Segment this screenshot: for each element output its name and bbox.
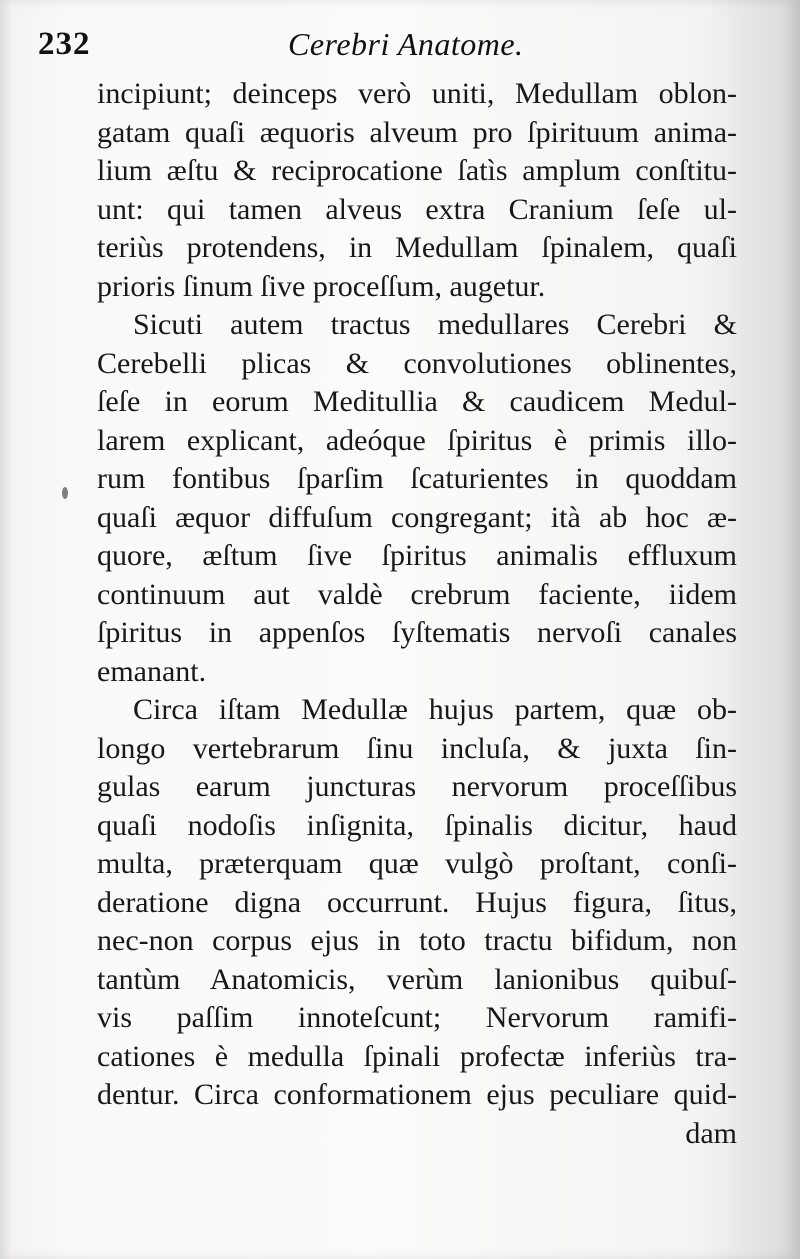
text-line: teriùs protendens, in Medullam ſpinalem, quaſi [97,231,737,264]
text-line: prioris ſinum ſive proceſſum, augetur. [97,269,546,303]
ink-smudge [62,487,68,499]
text-line: gatam quaſi æquoris alveum pro ſpirituum anima- [97,115,737,149]
text-line: emanant. [97,654,207,688]
text-line: dentur. Circa conformationem ejus peculiare quid- [97,1078,737,1111]
paragraph-3 [97,691,737,1115]
text-line: quore, æſtum ſive ſpiritus animalis effluxum [97,539,737,572]
text-line: gulas earum juncturas nervorum proceſſibus [97,770,737,803]
catchword: dam [685,1116,737,1150]
text-line: Circa iſtam Medullæ hujus partem, quæ ob- [133,693,737,726]
page-number: 232 [38,26,91,62]
text-line: ſeſe in eorum Meditullia & caudicem Medul- [97,385,737,418]
text-line: longo vertebrarum ſinu incluſa, & juxta ſin- [97,731,737,765]
paragraph-1 [97,75,737,306]
text-line: lium æſtu & reciprocatione ſatìs amplum conſtitu- [97,154,737,187]
text-line: cationes è medulla ſpinali profectæ inferiùs tra- [97,1039,737,1073]
text-line: nec-non corpus ejus in toto tractu bifidum, non [97,924,737,957]
text-line: continuum aut valdè crebrum faciente, iidem [97,577,737,611]
text-line: unt: qui tamen alveus extra Cranium ſeſe ul- [97,192,737,226]
text-line: multa, præterquam quæ vulgò proſtant, conſi- [97,847,737,880]
body-text [97,75,737,1195]
text-line: ſpiritus in appenſos ſyſtematis nervoſi canales [97,616,737,649]
text-line: rum fontibus ſparſim ſcaturientes in quoddam [97,462,737,495]
text-line: tantùm Anatomicis, verùm lanionibus quibuſ- [97,962,737,996]
text-line: incipiunt; deinceps verò uniti, Medullam oblon- [97,77,737,110]
page-header [38,18,738,70]
text-line: larem explicant, adeóque ſpiritus è primis illo- [97,423,737,457]
running-title: Cerebri Anatome. [288,26,524,62]
text-line: deratione digna occurrunt. Hujus figura, ſitus, [97,885,737,919]
page-gutter-shadow [0,0,12,1259]
text-line: Cerebelli plicas & convolutiones oblinentes, [97,346,737,380]
text-line: quaſi æquor diffuſum congregant; ità ab hoc æ- [97,500,737,534]
text-line: Sicuti autem tractus medullares Cerebri & [133,308,737,341]
text-line: quaſi nodoſis inſignita, ſpinalis dicitur, haud [97,808,737,842]
paragraph-2 [97,306,737,691]
text-line: vis paſſim innoteſcunt; Nervorum ramifi- [97,1001,737,1034]
